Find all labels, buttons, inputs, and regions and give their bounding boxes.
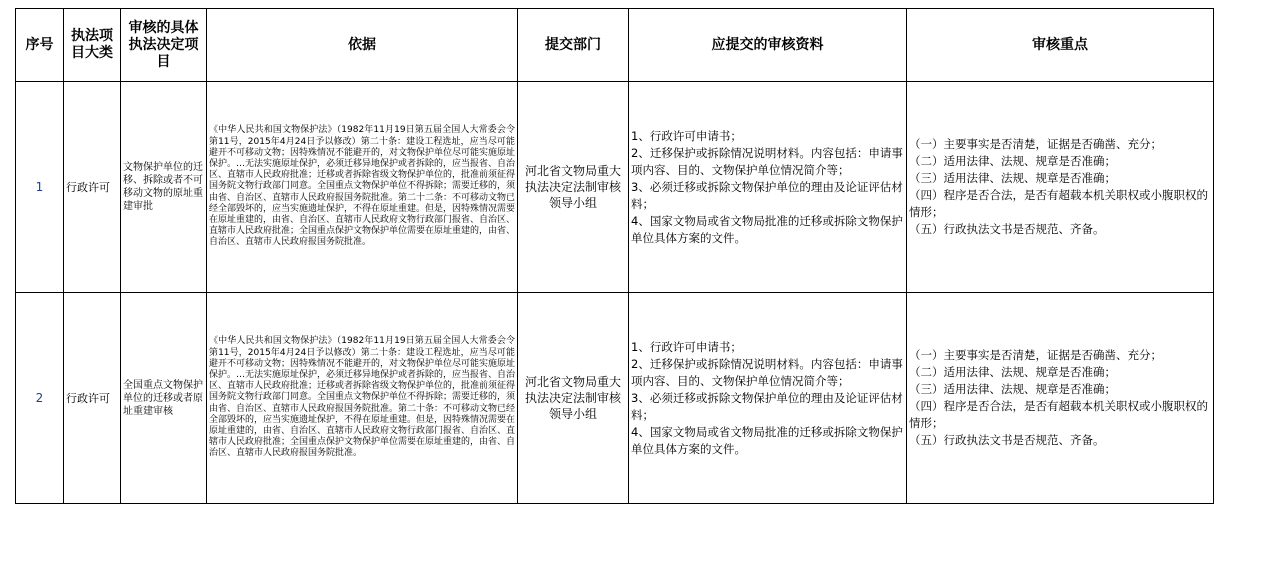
row-dept: 河北省文物局重大执法决定法制审核领导小组 xyxy=(518,82,629,293)
header-materials: 应提交的审核资料 xyxy=(629,9,907,82)
material-line: 3、必须迁移或拆除文物保护单位的理由及论证评估材料； xyxy=(631,179,903,211)
review-table xyxy=(15,8,1214,504)
row-materials xyxy=(629,293,907,504)
focus-line: （三）适用法律、法规、规章是否准确； xyxy=(909,382,1116,396)
row-category: 行政许可 xyxy=(64,82,121,293)
focus-line: （三）适用法律、法规、规章是否准确； xyxy=(909,171,1116,185)
header-no: 序号 xyxy=(16,9,64,82)
material-line: 3、必须迁移或拆除文物保护单位的理由及论证评估材料； xyxy=(631,390,903,422)
header-basis: 依据 xyxy=(207,9,518,82)
row-basis: 《中华人民共和国文物保护法》（1982年11月19日第五届全国人大常委会令第11号，2015年4月24日予以修改）第二十条：建设工程选址，应当尽可能避开不可移动文物；因特殊情况不能避开的，对文物保护单位尽可能实施原址保护。…无法实施原址保护，必须迁移异地保护或者拆除的，应当报省、自治区、直辖市人民政府批准；迁移或者拆除省级文物保护单位的，批准前须征得国务院文物行政部门同意。全国重点文物保护单位不得拆除；需要迁移的，须由省、自治区、直辖市人民政府报国务院批准。第二十二条：不可移动文物已经全部毁坏的，应当实施遗址保护，不得在原址重建。但是，因特殊情况需要在原址重建的，由省、自治区、直辖市人民政府文物行政部门报省、自治区、直辖市人民政府批准；全国重点保护文物保护单位需要在原址重建的，由省、自治区、直辖市人民政府报国务院批准。 xyxy=(207,82,518,293)
header-category: 执法项目大类 xyxy=(64,9,121,82)
focus-line: （一）主要事实是否清楚，证据是否确凿、充分； xyxy=(909,348,1162,362)
row-basis: 《中华人民共和国文物保护法》（1982年11月19日第五届全国人大常委会令第11号，2015年4月24日予以修改）第二十条：建设工程选址，应当尽可能避开不可移动文物；因特殊情况不能避开的，对文物保护单位尽可能实施原址保护。…无法实施原址保护，必须迁移异地保护或者拆除的，应当报省、自治区、直辖市人民政府批准；迁移或者拆除省级文物保护单位的，批准前须征得国务院文物行政部门同意。全国重点文物保护单位不得拆除；需要迁移的，须由省、自治区、直辖市人民政府报国务院批准。第二十条：不可移动文物已经全部毁坏的，应当实施遗址保护，不得在原址重建。但是，因特殊情况需要在原址重建的，由省、自治区、直辖市人民政府文物行政部门报省、自治区、直辖市人民政府批准；全国重点保护文物保护单位需要在原址重建的，由省、自治区、直辖市人民政府报国务院批准。 xyxy=(207,293,518,504)
row-focus xyxy=(907,82,1214,293)
material-line: 2、迁移保护或拆除情况说明材料。内容包括：申请事项内容、目的、文物保护单位情况简介等； xyxy=(631,145,903,177)
row-item: 全国重点文物保护单位的迁移或者原址重建审核 xyxy=(121,293,207,504)
row-dept: 河北省文物局重大执法决定法制审核领导小组 xyxy=(518,293,629,504)
header-row xyxy=(16,9,1214,82)
focus-line: （四）程序是否合法，是否有超载本机关职权或小腹职权的情形； xyxy=(909,188,1208,219)
focus-line: （二）适用法律、法规、规章是否准确； xyxy=(909,365,1116,379)
focus-line: （五）行政执法文书是否规范、齐备。 xyxy=(909,222,1105,236)
row-category: 行政许可 xyxy=(64,293,121,504)
row-focus xyxy=(907,293,1214,504)
material-line: 2、迁移保护或拆除情况说明材料。内容包括：申请事项内容、目的、文物保护单位情况简介等； xyxy=(631,356,903,388)
row-number: 1 xyxy=(16,82,64,293)
focus-line: （二）适用法律、法规、规章是否准确； xyxy=(909,154,1116,168)
header-focus: 审核重点 xyxy=(907,9,1214,82)
row-item: 文物保护单位的迁移、拆除或者不可移动文物的原址重建审批 xyxy=(121,82,207,293)
focus-line: （一）主要事实是否清楚，证据是否确凿、充分； xyxy=(909,137,1162,151)
focus-line: （四）程序是否合法，是否有超载本机关职权或小腹职权的情形； xyxy=(909,399,1208,430)
material-line: 1、行政许可申请书； xyxy=(631,339,742,354)
material-line: 1、行政许可申请书； xyxy=(631,128,742,143)
header-dept: 提交部门 xyxy=(518,9,629,82)
row-number: 2 xyxy=(16,293,64,504)
table-row xyxy=(16,293,1214,504)
material-line: 4、国家文物局或省文物局批准的迁移或拆除文物保护单位具体方案的文件。 xyxy=(631,213,903,245)
table-row xyxy=(16,82,1214,293)
header-item: 审核的具体执法决定项目 xyxy=(121,9,207,82)
focus-line: （五）行政执法文书是否规范、齐备。 xyxy=(909,433,1105,447)
material-line: 4、国家文物局或省文物局批准的迁移或拆除文物保护单位具体方案的文件。 xyxy=(631,424,903,456)
row-materials xyxy=(629,82,907,293)
